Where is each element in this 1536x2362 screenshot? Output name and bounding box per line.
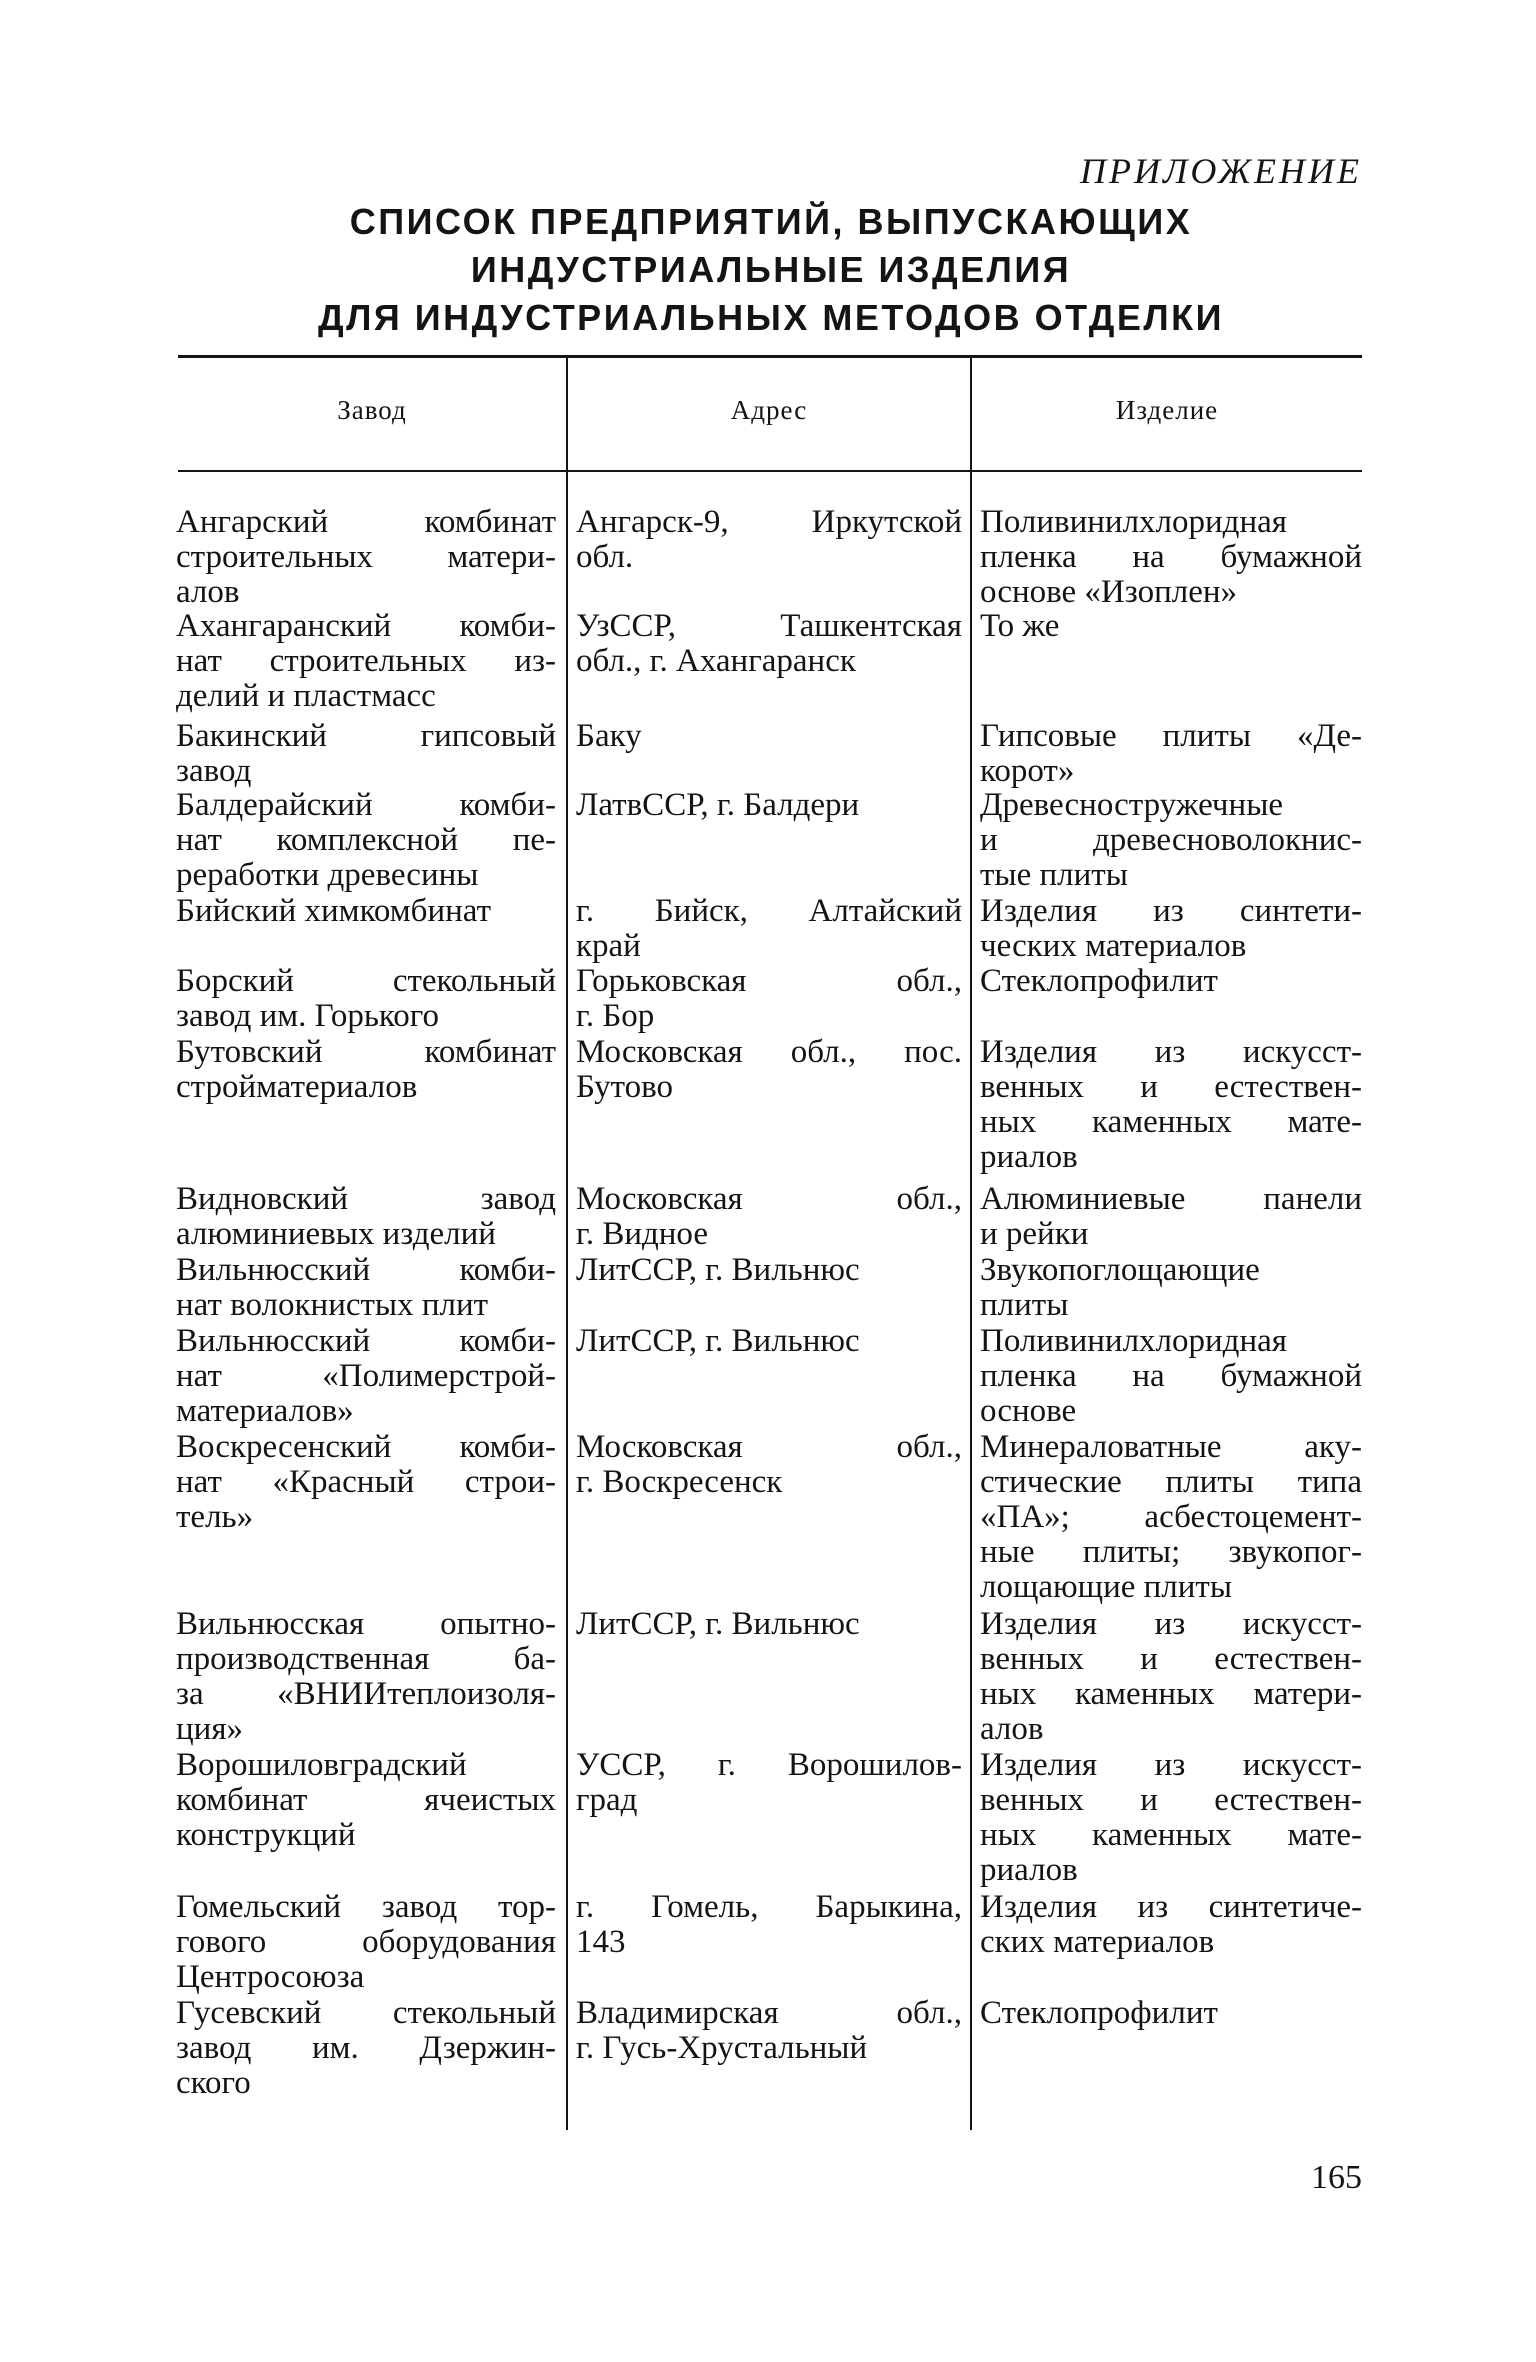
- cell-line: Алюминиевые панели: [980, 1181, 1362, 1217]
- cell-line: делий и пластмасс: [176, 678, 436, 714]
- cell-line: ческих материалов: [980, 928, 1247, 964]
- cell-line: Изделия из синтетиче-: [980, 1889, 1362, 1925]
- cell-line: нат комплексной пе-: [176, 822, 556, 858]
- product-cell: [980, 1607, 1362, 1747]
- plant-cell: [176, 1890, 556, 1995]
- cell-line: ских материалов: [980, 1924, 1215, 1960]
- cell-line: завод им. Горького: [176, 998, 439, 1034]
- cell-line: Изделия из синтети-: [980, 893, 1362, 929]
- cell-line: край: [576, 928, 641, 964]
- cell-line: ского: [176, 2065, 251, 2101]
- cell-line: Воскресенский комби-: [176, 1429, 556, 1465]
- cell-line: нат волокнистых плит: [176, 1287, 489, 1323]
- address-cell: [576, 964, 962, 1034]
- plant-cell: [176, 1748, 556, 1853]
- product-cell: [980, 1182, 1362, 1252]
- cell-line: риалов: [980, 1139, 1078, 1175]
- cell-line: Гомельский завод тор-: [176, 1889, 556, 1925]
- cell-line: венных и естествен-: [980, 1069, 1362, 1105]
- cell-line: ЛитССР, г. Вильнюс: [576, 1323, 860, 1359]
- cell-line: стические плиты типа: [980, 1464, 1362, 1500]
- cell-line: обл., г. Ахангаранск: [576, 643, 856, 679]
- cell-line: Гусевский стекольный: [176, 1995, 556, 2031]
- cell-line: основе «Изоплен»: [980, 574, 1238, 610]
- address-cell: [576, 505, 962, 575]
- plant-cell: [176, 505, 556, 610]
- cell-line: ция»: [176, 1711, 243, 1747]
- cell-line: УзССР, Ташкентская: [576, 608, 962, 644]
- cell-line: и рейки: [980, 1216, 1089, 1252]
- plant-cell: [176, 1324, 556, 1429]
- cell-line: строительных матери-: [176, 539, 556, 575]
- cell-line: обл.: [576, 539, 634, 575]
- cell-line: алов: [176, 574, 240, 610]
- cell-line: Бакинский гипсовый: [176, 718, 556, 754]
- cell-line: завод: [176, 753, 252, 789]
- cell-line: 143: [576, 1924, 626, 1960]
- cell-line: венных и естествен-: [980, 1641, 1362, 1677]
- cell-line: г. Гусь-Хрустальный: [576, 2030, 868, 2066]
- plant-cell: [176, 964, 556, 1034]
- product-cell: [980, 1996, 1362, 2031]
- cell-line: алов: [980, 1711, 1044, 1747]
- cell-line: материалов»: [176, 1393, 354, 1429]
- appendix-label: ПРИЛОЖЕНИЕ: [1080, 151, 1362, 191]
- title-line: ДЛЯ ИНДУСТРИАЛЬНЫХ МЕТОДОВ ОТДЕЛКИ: [317, 297, 1225, 338]
- plant-cell: [176, 1035, 556, 1105]
- cell-line: Владимирская обл.,: [576, 1995, 962, 2031]
- cell-line: пленка на бумажной: [980, 1358, 1362, 1394]
- column-header-plant: Завод: [337, 395, 407, 425]
- product-cell: [980, 1253, 1362, 1323]
- product-cell: [980, 894, 1362, 964]
- cell-line: ЛатвССР, г. Балдери: [576, 787, 860, 823]
- cell-line: нат «Красный строи-: [176, 1464, 556, 1500]
- cell-line: Минераловатные аку-: [980, 1429, 1362, 1465]
- cell-line: ных каменных мате-: [980, 1817, 1362, 1853]
- product-cell: [980, 719, 1362, 789]
- table-header-rule: [178, 470, 1362, 472]
- cell-line: То же: [980, 608, 1060, 644]
- cell-line: за «ВНИИтеплоизоля-: [176, 1676, 556, 1712]
- cell-line: град: [576, 1782, 638, 1818]
- address-cell: [576, 1035, 962, 1105]
- cell-line: Московская обл.,: [576, 1181, 962, 1217]
- address-cell: [576, 1996, 962, 2066]
- column-header-product: Изделие: [1115, 395, 1219, 425]
- address-cell: [576, 609, 962, 679]
- product-cell: [980, 788, 1362, 893]
- cell-line: Стеклопрофилит: [980, 963, 1218, 999]
- page-title: [160, 198, 1382, 342]
- cell-line: Изделия из искусст-: [980, 1034, 1362, 1070]
- cell-line: Баку: [576, 718, 642, 754]
- cell-line: ных каменных мате-: [980, 1104, 1362, 1140]
- cell-line: нат строительных из-: [176, 643, 556, 679]
- cell-line: г. Бор: [576, 998, 655, 1034]
- cell-line: УССР, г. Ворошилов-: [576, 1747, 962, 1783]
- cell-line: г. Видное: [576, 1216, 708, 1252]
- plant-cell: [176, 1182, 556, 1252]
- cell-line: нат «Полимерстрой-: [176, 1358, 556, 1394]
- cell-line: риалов: [980, 1852, 1078, 1888]
- address-cell: [576, 719, 962, 754]
- cell-line: комбинат ячеистых: [176, 1782, 556, 1818]
- cell-line: Звукопоглощающие: [980, 1252, 1260, 1288]
- address-cell: [576, 1607, 962, 1642]
- cell-line: лощающие плиты: [980, 1569, 1233, 1605]
- cell-line: Ангарский комбинат: [176, 504, 556, 540]
- address-cell: [576, 788, 962, 823]
- product-cell: [980, 609, 1362, 644]
- product-cell: [980, 1324, 1362, 1429]
- cell-line: Борский стекольный: [176, 963, 556, 999]
- cell-line: г. Бийск, Алтайский: [576, 893, 962, 929]
- cell-line: Изделия из искусст-: [980, 1747, 1362, 1783]
- cell-line: Стеклопрофилит: [980, 1995, 1218, 2031]
- address-cell: [576, 1430, 962, 1500]
- cell-line: Ворошиловградский: [176, 1747, 467, 1783]
- cell-line: тые плиты: [980, 857, 1128, 893]
- address-cell: [576, 1182, 962, 1252]
- cell-line: производственная ба-: [176, 1641, 556, 1677]
- plant-cell: [176, 788, 556, 893]
- cell-line: Видновский завод: [176, 1181, 556, 1217]
- cell-line: реработки древесины: [176, 857, 479, 893]
- cell-line: Бутовский комбинат: [176, 1034, 556, 1070]
- cell-line: ЛитССР, г. Вильнюс: [576, 1606, 860, 1642]
- cell-line: Бутово: [576, 1069, 673, 1105]
- product-cell: [980, 505, 1362, 610]
- plant-cell: [176, 1253, 556, 1323]
- product-cell: [980, 964, 1362, 999]
- plant-cell: [176, 719, 556, 789]
- cell-line: стройматериалов: [176, 1069, 418, 1105]
- cell-line: Поливинилхлоридная: [980, 504, 1287, 540]
- address-cell: [576, 894, 962, 964]
- title-line: ИНДУСТРИАЛЬНЫЕ ИЗДЕЛИЯ: [470, 249, 1072, 290]
- product-cell: [980, 1748, 1362, 1888]
- cell-line: Вильнюсская опытно-: [176, 1606, 556, 1642]
- cell-line: тель»: [176, 1499, 254, 1535]
- address-cell: [576, 1253, 962, 1288]
- column-divider-1: [566, 358, 568, 2130]
- cell-line: Ангарск-9, Иркутской: [576, 504, 962, 540]
- cell-line: Московская обл., пос.: [576, 1034, 962, 1070]
- cell-line: пленка на бумажной: [980, 539, 1362, 575]
- plant-cell: [176, 609, 556, 714]
- address-cell: [576, 1890, 962, 1960]
- table-top-rule: [178, 355, 1362, 358]
- cell-line: г. Гомель, Барыкина,: [576, 1889, 962, 1925]
- plant-cell: [176, 1996, 556, 2101]
- cell-line: Гипсовые плиты «Де-: [980, 718, 1362, 754]
- cell-line: Вильнюсский комби-: [176, 1252, 556, 1288]
- plant-cell: [176, 1607, 556, 1747]
- plant-cell: [176, 1430, 556, 1535]
- cell-line: г. Воскресенск: [576, 1464, 783, 1500]
- cell-line: Горьковская обл.,: [576, 963, 962, 999]
- cell-line: «ПА»; асбестоцемент-: [980, 1499, 1362, 1535]
- cell-line: Вильнюсский комби-: [176, 1323, 556, 1359]
- cell-line: и древесноволокнис-: [980, 822, 1362, 858]
- cell-line: ные плиты; звукопог-: [980, 1534, 1362, 1570]
- column-header-address: Адрес: [730, 395, 808, 425]
- cell-line: венных и естествен-: [980, 1782, 1362, 1818]
- product-cell: [980, 1890, 1362, 1960]
- cell-line: гового оборудования: [176, 1924, 556, 1960]
- title-line: СПИСОК ПРЕДПРИЯТИЙ, ВЫПУСКАЮЩИХ: [349, 201, 1193, 242]
- cell-line: ных каменных матери-: [980, 1676, 1362, 1712]
- product-cell: [980, 1430, 1362, 1605]
- cell-line: корот»: [980, 753, 1075, 789]
- cell-line: Изделия из искусст-: [980, 1606, 1362, 1642]
- cell-line: завод им. Дзержин-: [176, 2030, 556, 2066]
- cell-line: ЛитССР, г. Вильнюс: [576, 1252, 860, 1288]
- cell-line: Поливинилхлоридная: [980, 1323, 1287, 1359]
- cell-line: Ахангаранский комби-: [176, 608, 556, 644]
- product-cell: [980, 1035, 1362, 1175]
- cell-line: Московская обл.,: [576, 1429, 962, 1465]
- cell-line: алюминиевых изделий: [176, 1216, 496, 1252]
- cell-line: конструкций: [176, 1817, 356, 1853]
- column-divider-2: [970, 358, 972, 2130]
- address-cell: [576, 1324, 962, 1359]
- cell-line: Балдерайский комби-: [176, 787, 556, 823]
- cell-line: Древесностружечные: [980, 787, 1284, 823]
- cell-line: основе: [980, 1393, 1077, 1429]
- cell-line: плиты: [980, 1287, 1069, 1323]
- plant-cell: [176, 894, 556, 929]
- cell-line: Центросоюза: [176, 1959, 365, 1995]
- address-cell: [576, 1748, 962, 1818]
- cell-line: Бийский химкомбинат: [176, 893, 491, 929]
- page-number: 165: [1311, 2159, 1362, 2196]
